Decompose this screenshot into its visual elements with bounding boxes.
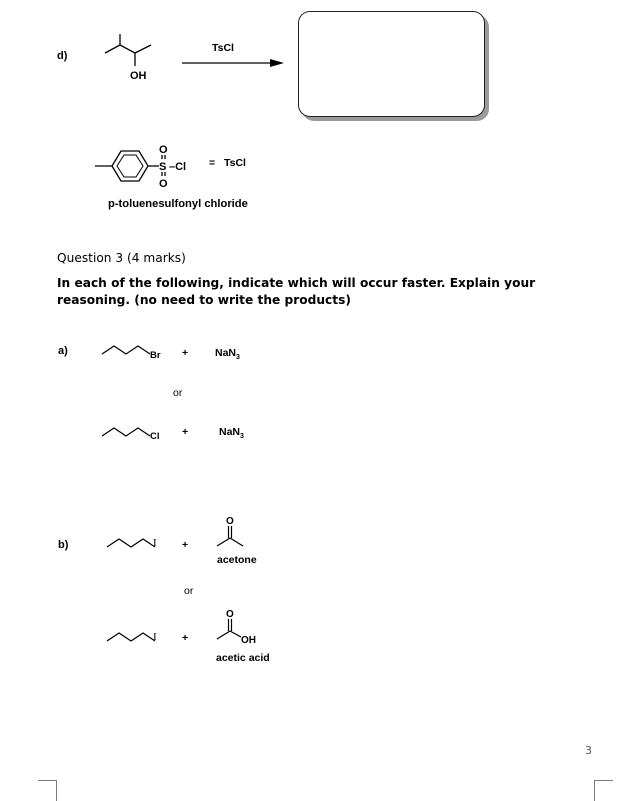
acetic-oh: OH: [241, 635, 256, 646]
a2-plus: +: [182, 426, 189, 438]
oh-label: OH: [130, 70, 147, 82]
b2-halogen: I: [153, 631, 157, 643]
acetic-acid-structure: [212, 605, 272, 647]
answer-box[interactable]: [298, 11, 485, 117]
part-a-label: a): [58, 345, 68, 357]
a2-reagent: NaN$_3$: [219, 426, 244, 441]
b1-solvent: acetone: [217, 554, 257, 566]
part-d-label: d): [57, 50, 68, 62]
b2-plus: +: [182, 632, 189, 644]
reagent-tscl: TsCl: [212, 42, 234, 54]
a1-halogen: Br: [150, 350, 161, 361]
part-b-label: b): [58, 539, 69, 551]
b1-plus: +: [182, 539, 189, 551]
b1-halogen: I: [153, 537, 157, 549]
tscl-o-top: O: [159, 144, 168, 156]
page-corner-right: [594, 780, 613, 801]
alkyl-chloride-structure: [100, 420, 170, 450]
a-or: or: [173, 387, 183, 399]
tscl-structure: [90, 138, 200, 198]
reaction-arrow: [180, 56, 290, 70]
tscl-abbrev: TsCl: [224, 157, 246, 169]
a1-plus: +: [182, 347, 189, 359]
tscl-equals: =: [209, 157, 216, 169]
question-title: Question 3 (4 marks): [57, 251, 186, 265]
tscl-s: S: [159, 161, 167, 173]
page-number: 3: [585, 744, 592, 757]
b-or: or: [184, 585, 194, 597]
acetone-o: O: [226, 516, 234, 527]
tscl-name: p-toluenesulfonyl chloride: [108, 198, 248, 210]
page-corner-left: [38, 780, 57, 801]
tscl-o-bottom: O: [159, 178, 168, 190]
alcohol-structure: [95, 28, 175, 88]
question-instructions: In each of the following, indicate which will occur faster. Explain your reasoning. (no need to write the products): [57, 276, 536, 307]
acetic-o: O: [226, 609, 234, 620]
b2-solvent: acetic acid: [216, 652, 270, 664]
a1-reagent: NaN$_3$: [215, 347, 240, 362]
acetone-structure: [212, 512, 252, 552]
tscl-cl: –Cl: [169, 161, 187, 173]
a2-halogen: Cl: [150, 431, 160, 442]
